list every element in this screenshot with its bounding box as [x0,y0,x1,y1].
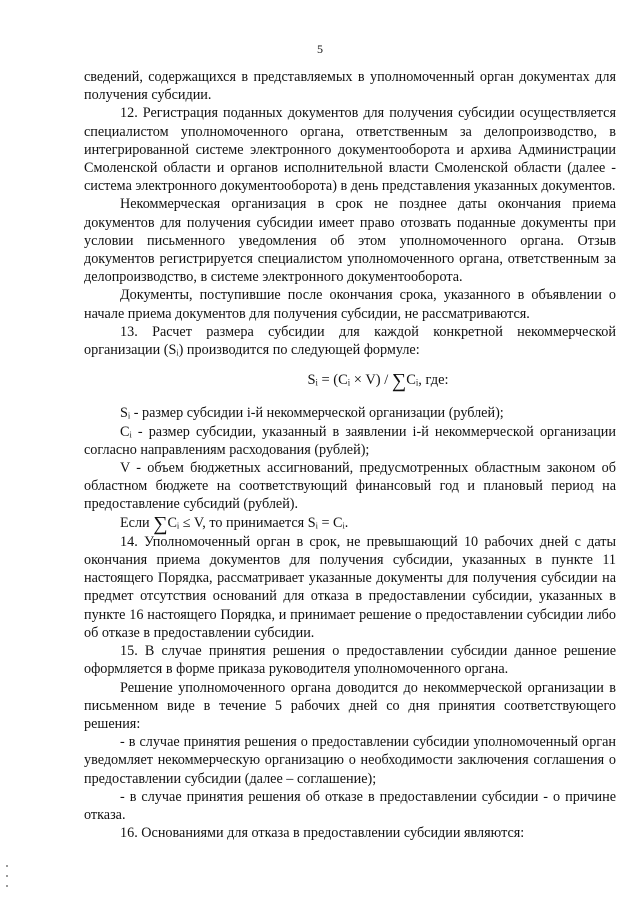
page-number: 5 [317,42,323,56]
scan-dot [6,875,8,877]
paragraph-16: 16. Основаниями для отказа в предоставлении субсидии являются: [120,825,525,842]
paragraph-decision-notice: Решение уполномоченного органа доводится до некоммерческой организации в письменном виде в течение 5 рабочих дней со дня принятия соответствующего решения: [84,679,616,732]
paragraph-12: 12. Регистрация поданных документов для получения субсидии осуществляется специалистом уполномоченного органа, ответственным за делопроизводство, в интегрированной системе электронного документооборота и архива Администрации Смоленской области и органов исполнительной власти Смоленской области (далее - система электронного документооборота) в день представления указанных документов. [84,105,616,195]
formula-lhs: Sᵢ = (Cᵢ × V) / [307,372,392,389]
condition-prefix: Если [120,514,154,531]
document-body [84,68,616,842]
paragraph-continuation: сведений, содержащихся в представляемых в уполномоченный орган документах для получения субсидии. [84,69,616,104]
subsidy-formula [140,370,616,393]
paragraph-withdrawal: Некоммерческая организация в срок не позднее даты окончания приема документов для получения субсидии имеет право отозвать поданные документы при условии письменного уведомления об этом уполномоченного органа. Отзыв документов регистрируется специалистом уполномоченного органа, ответственным за делопроизводство, в системе электронного документооборота. [84,196,616,286]
formula-rhs: Cᵢ, где: [406,372,449,389]
paragraph-13: 13. Расчет размера субсидии для каждой конкретной некоммерческой организации (Sᵢ) производится по следующей формуле: [84,323,616,359]
paragraph-14: 14. Уполномоченный орган в срок, не превышающий 10 рабочих дней с даты окончания приема документов для получения субсидии, указанных в пункте 11 настоящего Порядка, рассматривает указанные документы для получения субсидии на предмет отсутствия оснований для отказа в предоставлении субсидии, указанных в пункте 16 настоящего Порядка, и принимает решение о предоставлении субсидии либо об отказе в предоставлении субсидии. [84,533,616,641]
condition-line [84,514,616,533]
definition-v: V - объем бюджетных ассигнований, предусмотренных областным законом об областном бюджете на соответствующий финансовый год и плановый период на предоставление субсидий (рублей). [84,460,616,513]
sum-symbol: ∑ [391,370,407,393]
scan-dot [6,865,8,867]
paragraph-15: 15. В случае принятия решения о предоставлении субсидии данное решение оформляется в форме приказа руководителя уполномоченного органа. [84,643,616,678]
condition-expression: Cᵢ ≤ V [167,514,203,531]
definition-c: Cᵢ - размер субсидии, указанный в заявлении i-й некоммерческой организации согласно направлениям расходования (рублей); [84,423,616,458]
scan-marks [6,865,10,895]
list-item-approval: - в случае принятия решения о предоставлении субсидии уполномоченный орган уведомляет некоммерческую организацию о необходимости заключения соглашения о предоставлении субсидии (далее – соглашение); [84,734,616,787]
scan-dot [6,885,8,887]
condition-suffix: , то принимается Sᵢ = Cᵢ. [202,514,349,531]
paragraph-late-documents: Документы, поступившие после окончания срока, указанного в объявлении о начале приема документов для получения субсидии, не рассматриваются. [84,287,616,322]
definition-s: Sᵢ - размер субсидии i-й некоммерческой организации (рублей); [120,405,504,422]
sum-symbol: ∑ [153,512,168,535]
list-item-refusal: - в случае принятия решения об отказе в предоставлении субсидии - о причине отказа. [84,788,616,823]
